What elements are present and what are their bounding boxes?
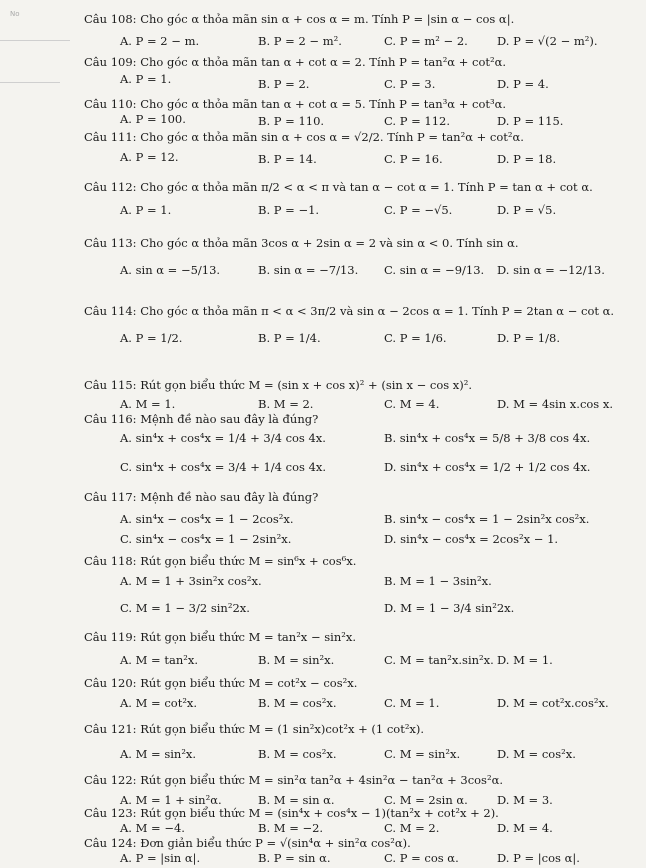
answer-option: B. P = 2 − m². bbox=[258, 34, 342, 48]
answer-option: B. P = 14. bbox=[258, 152, 317, 166]
answer-option: D. P = √(2 − m²). bbox=[497, 34, 598, 48]
answer-option: A. P = 2 − m. bbox=[120, 34, 200, 48]
answer-option: B. M = sin α. bbox=[258, 793, 335, 807]
question-stem: Câu 123: Rút gọn biểu thức M = (sin⁴x + cos⁴x − 1)(tan²x + cot²x + 2). bbox=[84, 806, 499, 820]
answer-option: C. M = 1 − 3/2 sin²2x. bbox=[120, 601, 250, 615]
margin-line bbox=[0, 82, 60, 83]
answer-option: B. P = −1. bbox=[258, 203, 320, 217]
answer-option: B. M = cos²x. bbox=[258, 696, 337, 710]
answer-option: A. P = 1. bbox=[120, 203, 172, 217]
answer-option: B. M = cos²x. bbox=[258, 747, 337, 761]
answer-option: A. sin⁴x − cos⁴x = 1 − 2cos²x. bbox=[120, 512, 294, 526]
question-stem: Câu 111: Cho góc α thỏa mãn sin α + cos α = √2/2. Tính P = tan²α + cot²α. bbox=[84, 130, 524, 144]
answer-option: A. M = 1 + 3sin²x cos²x. bbox=[120, 574, 262, 588]
answer-option: C. P = 1/6. bbox=[384, 331, 447, 345]
question-stem: Câu 115: Rút gọn biểu thức M = (sin x + cos x)² + (sin x − cos x)². bbox=[84, 378, 473, 392]
answer-option: B. sin α = −7/13. bbox=[258, 263, 359, 277]
answer-option: B. M = 2. bbox=[258, 397, 314, 411]
answer-option: C. M = 1. bbox=[384, 696, 440, 710]
corner-note: No bbox=[10, 10, 20, 18]
answer-option: B. P = 110. bbox=[258, 114, 325, 128]
answer-option: A. P = 100. bbox=[120, 112, 186, 126]
question-stem: Câu 116: Mệnh đề nào sau đây là đúng? bbox=[84, 412, 319, 426]
answer-option: B. P = 1/4. bbox=[258, 331, 321, 345]
answer-option: A. sin⁴x + cos⁴x = 1/4 + 3/4 cos 4x. bbox=[120, 431, 326, 445]
answer-option: B. sin⁴x + cos⁴x = 5/8 + 3/8 cos 4x. bbox=[384, 431, 591, 445]
answer-option: D. M = 4. bbox=[497, 821, 553, 835]
answer-option: A. M = 1 + sin²α. bbox=[120, 793, 222, 807]
answer-option: A. P = |sin α|. bbox=[120, 851, 201, 865]
answer-option: B. M = −2. bbox=[258, 821, 324, 835]
answer-option: C. sin α = −9/13. bbox=[384, 263, 485, 277]
answer-option: D. P = 4. bbox=[497, 77, 549, 91]
answer-option: C. M = 2sin α. bbox=[384, 793, 468, 807]
question-stem: Câu 124: Đơn giản biểu thức P = √(sin⁴α + sin²α cos²α). bbox=[84, 836, 411, 850]
answer-option: A. sin α = −5/13. bbox=[120, 263, 221, 277]
margin-line bbox=[0, 40, 70, 41]
answer-option: C. P = cos α. bbox=[384, 851, 459, 865]
question-stem: Câu 119: Rút gọn biểu thức M = tan²x − sin²x. bbox=[84, 630, 356, 644]
answer-option: A. P = 1. bbox=[120, 72, 172, 86]
question-stem: Câu 121: Rút gọn biểu thức M = (1 sin²x)cot²x + (1 cot²x). bbox=[84, 722, 425, 736]
question-stem: Câu 113: Cho góc α thỏa mãn 3cos α + 2sin α = 2 và sin α < 0. Tính sin α. bbox=[84, 236, 519, 250]
question-stem: Câu 108: Cho góc α thỏa mãn sin α + cos α = m. Tính P = |sin α − cos α|. bbox=[84, 12, 515, 26]
answer-option: C. sin⁴x + cos⁴x = 3/4 + 1/4 cos 4x. bbox=[120, 460, 327, 474]
answer-option: D. P = √5. bbox=[497, 203, 557, 217]
answer-option: C. sin⁴x − cos⁴x = 1 − 2sin²x. bbox=[120, 532, 292, 546]
question-stem: Câu 120: Rút gọn biểu thức M = cot²x − cos²x. bbox=[84, 676, 358, 690]
answer-option: B. P = 2. bbox=[258, 77, 310, 91]
question-stem: Câu 110: Cho góc α thỏa mãn tan α + cot α = 5. Tính P = tan³α + cot³α. bbox=[84, 97, 507, 111]
answer-option: C. M = 2. bbox=[384, 821, 440, 835]
answer-option: D. P = 18. bbox=[497, 152, 557, 166]
answer-option: D. P = |cos α|. bbox=[497, 851, 580, 865]
answer-option: B. M = 1 − 3sin²x. bbox=[384, 574, 492, 588]
answer-option: A. M = cot²x. bbox=[120, 696, 198, 710]
answer-option: D. M = cot²x.cos²x. bbox=[497, 696, 609, 710]
answer-option: A. M = sin²x. bbox=[120, 747, 197, 761]
answer-option: C. M = 4. bbox=[384, 397, 440, 411]
answer-option: A. M = 1. bbox=[120, 397, 176, 411]
answer-option: C. P = m² − 2. bbox=[384, 34, 468, 48]
answer-option: D. P = 115. bbox=[497, 114, 564, 128]
answer-option: B. sin⁴x − cos⁴x = 1 − 2sin²x cos²x. bbox=[384, 512, 590, 526]
answer-option: C. P = 3. bbox=[384, 77, 436, 91]
answer-option: D. sin α = −12/13. bbox=[497, 263, 605, 277]
answer-option: A. P = 12. bbox=[120, 150, 179, 164]
answer-option: C. P = 16. bbox=[384, 152, 443, 166]
answer-option: D. M = cos²x. bbox=[497, 747, 576, 761]
question-stem: Câu 122: Rút gọn biểu thức M = sin²α tan²α + 4sin²α − tan²α + 3cos²α. bbox=[84, 773, 503, 787]
question-stem: Câu 118: Rút gọn biểu thức M = sin⁶x + cos⁶x. bbox=[84, 554, 357, 568]
answer-option: D. sin⁴x − cos⁴x = 2cos²x − 1. bbox=[384, 532, 559, 546]
answer-option: D. M = 3. bbox=[497, 793, 553, 807]
answer-option: D. M = 4sin x.cos x. bbox=[497, 397, 614, 411]
answer-option: D. M = 1. bbox=[497, 653, 553, 667]
answer-option: B. M = sin²x. bbox=[258, 653, 335, 667]
answer-option: A. P = 1/2. bbox=[120, 331, 183, 345]
answer-option: C. P = −√5. bbox=[384, 203, 453, 217]
question-stem: Câu 112: Cho góc α thỏa mãn π/2 < α < π và tan α − cot α = 1. Tính P = tan α + cot α. bbox=[84, 180, 593, 194]
answer-option: D. M = 1 − 3/4 sin²2x. bbox=[384, 601, 515, 615]
answer-option: D. P = 1/8. bbox=[497, 331, 560, 345]
question-stem: Câu 117: Mệnh đề nào sau đây là đúng? bbox=[84, 490, 319, 504]
answer-option: D. sin⁴x + cos⁴x = 1/2 + 1/2 cos 4x. bbox=[384, 460, 591, 474]
question-stem: Câu 109: Cho góc α thỏa mãn tan α + cot α = 2. Tính P = tan²α + cot²α. bbox=[84, 55, 507, 69]
answer-option: C. P = 112. bbox=[384, 114, 450, 128]
answer-option: C. M = sin²x. bbox=[384, 747, 461, 761]
question-stem: Câu 114: Cho góc α thỏa mãn π < α < 3π/2 và sin α − 2cos α = 1. Tính P = 2tan α − cot α. bbox=[84, 304, 615, 318]
answer-option: A. M = −4. bbox=[120, 821, 185, 835]
answer-option: B. P = sin α. bbox=[258, 851, 331, 865]
answer-option: C. M = tan²x.sin²x. bbox=[384, 653, 494, 667]
answer-option: A. M = tan²x. bbox=[120, 653, 198, 667]
